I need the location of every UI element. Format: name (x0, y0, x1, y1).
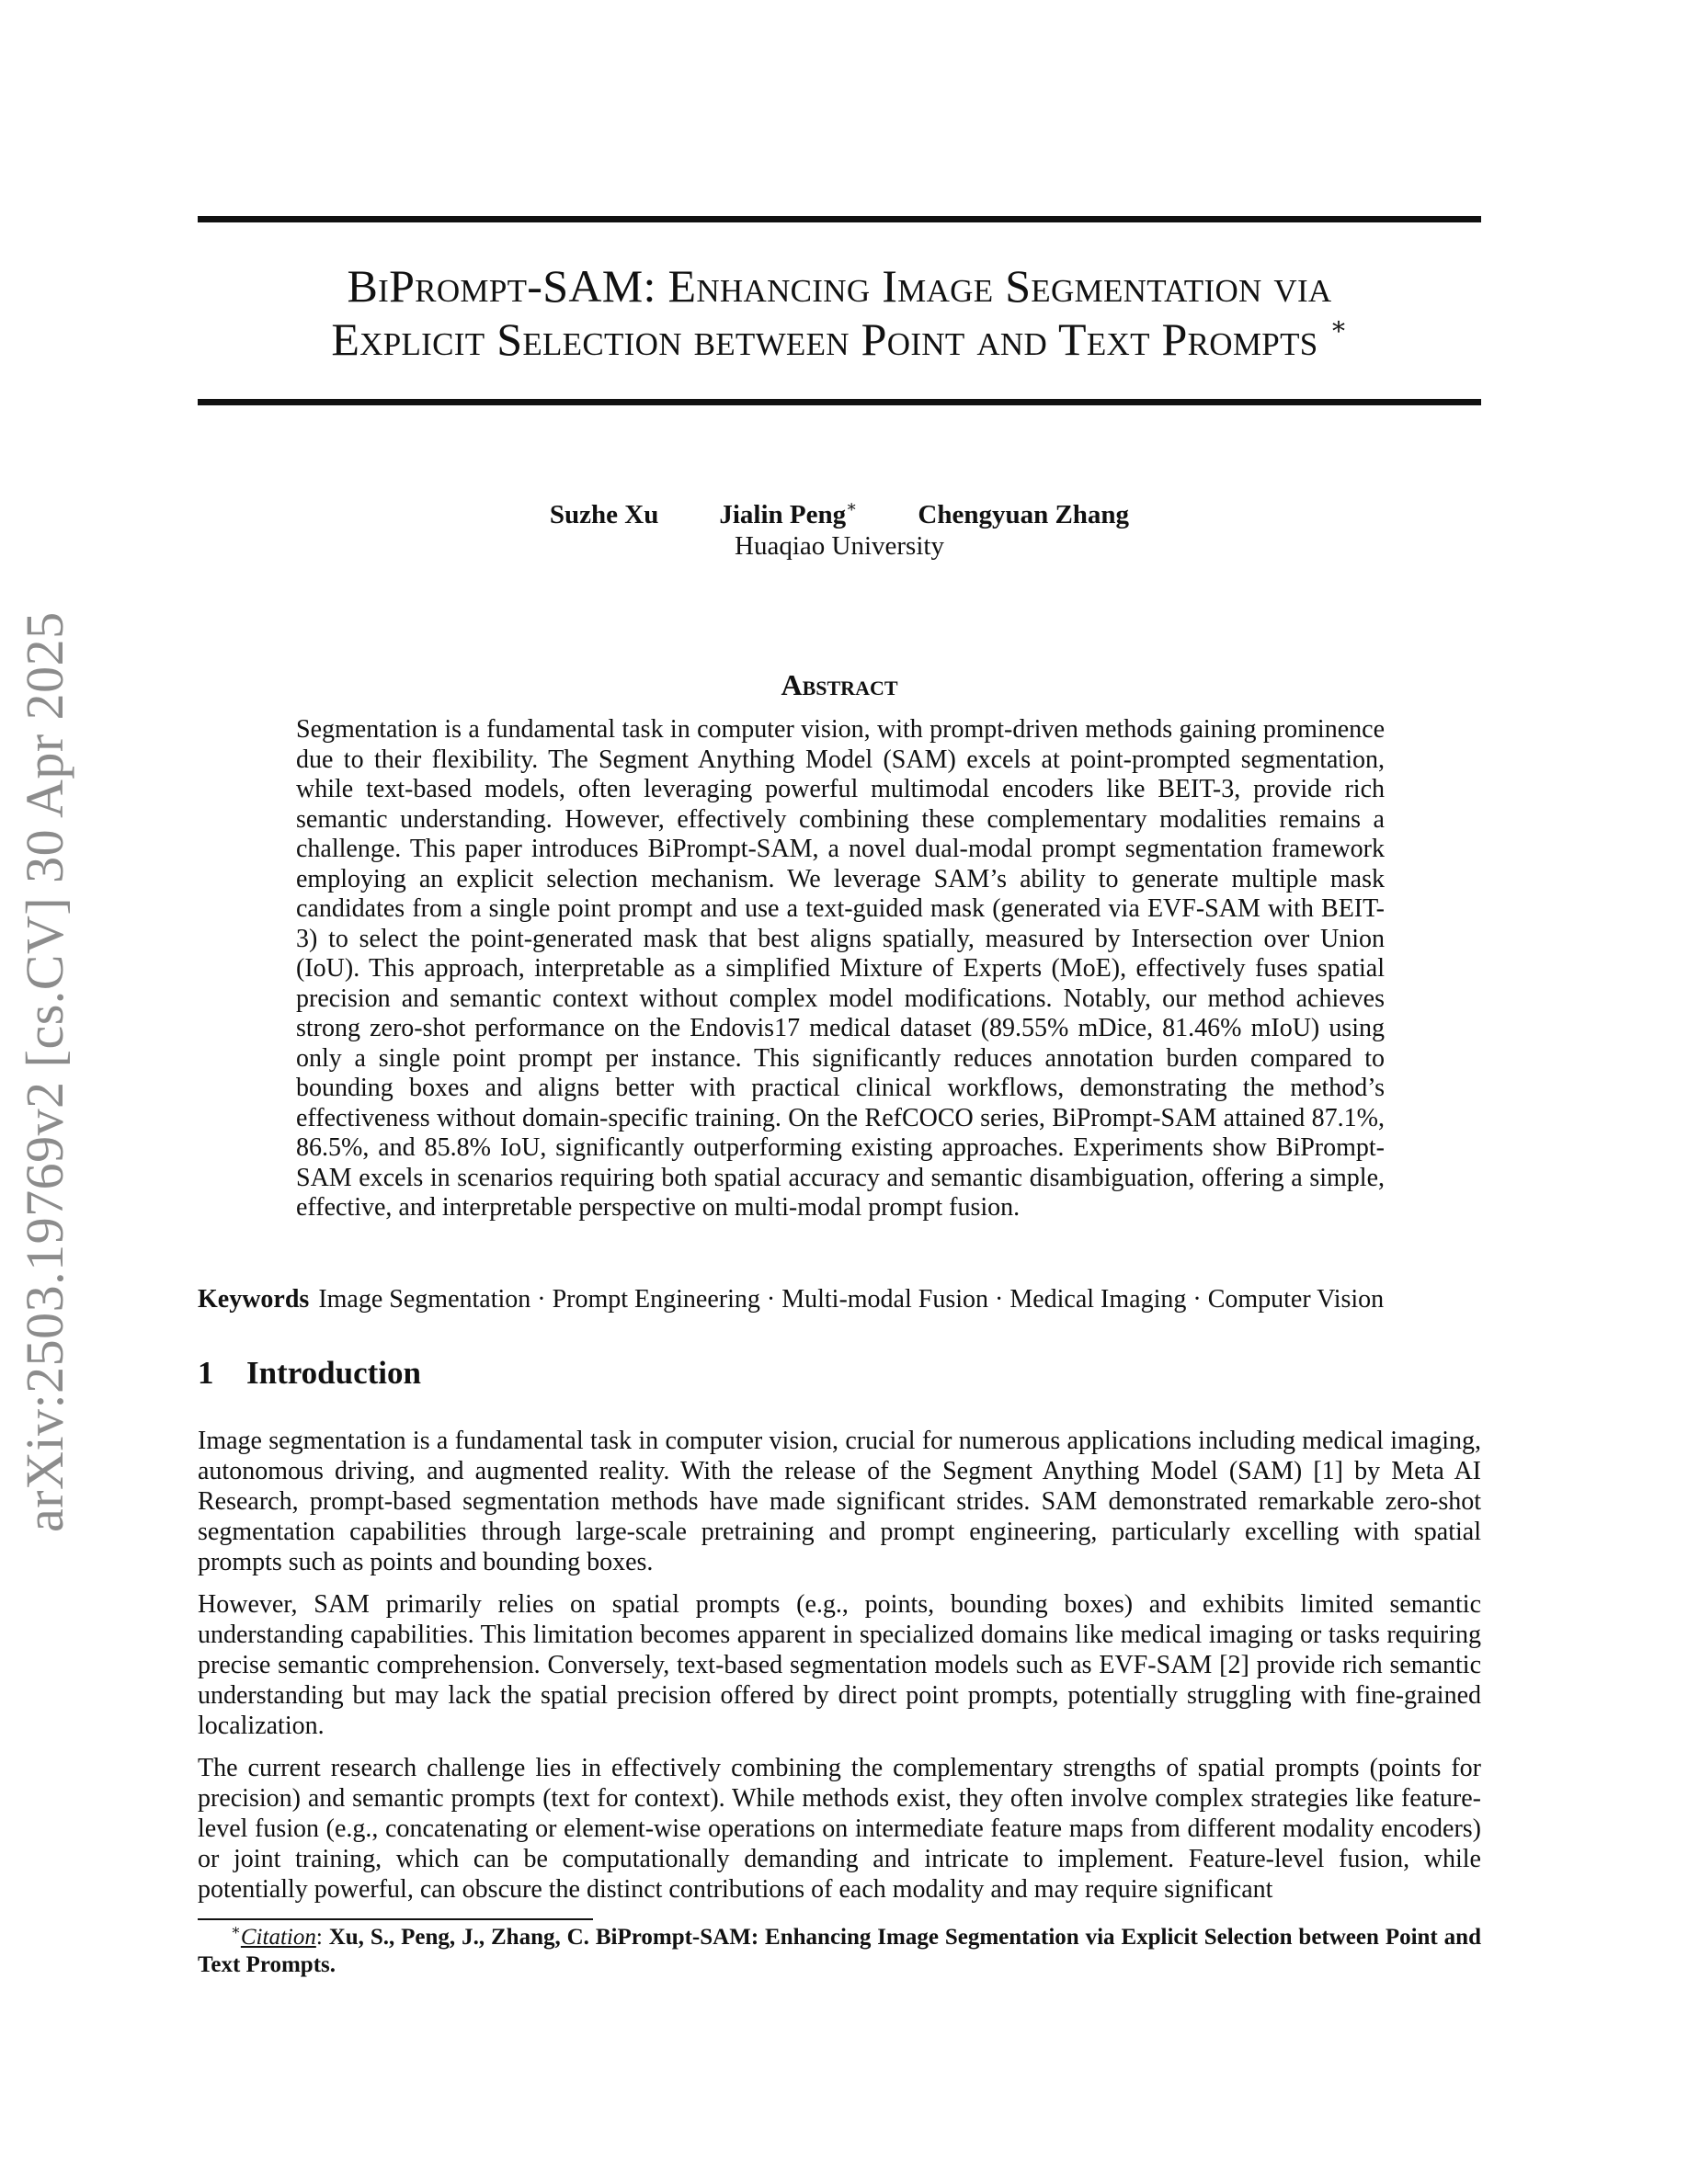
abstract-heading: Abstract (781, 668, 898, 701)
section-number: 1 (198, 1355, 214, 1391)
footnote-text: Xu, S., Peng, J., Zhang, C. BiPrompt-SAM: Enhancing Image Segmentation via Explicit Selection between Point and Text Prompts. (198, 1925, 1481, 1977)
title-part: : (643, 260, 668, 312)
author (550, 500, 658, 529)
title-footnote-mark: ∗ (1329, 313, 1348, 341)
keywords-label: Keywords (198, 1285, 310, 1314)
footnote-rule (198, 1918, 593, 1920)
citation-footnote (198, 1924, 1481, 1979)
title-line-2 (198, 313, 1481, 366)
author-mark: ∗ (846, 497, 858, 516)
section-heading (198, 1355, 1481, 1392)
title-rule-bottom (198, 399, 1481, 405)
keywords-text: Image Segmentation · Prompt Engineering · Multi-modal Fusion · Medical Imaging · Computer Vision (318, 1285, 1385, 1314)
abstract-text: Segmentation is a fundamental task in computer vision, with prompt-driven methods gaining prominence due to their flexibility. The Segment Anything Model (SAM) excels at point-prompted segmentation, while text-based models, often leveraging powerful multimodal encoders like BEIT-3, provide rich semantic understanding. However, effectively combining these complementary modalities remains a challenge. This paper introduces BiPrompt-SAM, a novel dual-modal prompt segmentation framework employing an explicit selection mechanism. We leverage SAM’s ability to generate multiple mask candidates from a single point prompt and use a text-guided mask (generated via EVF-SAM with BEIT-3) to select the point-generated mask that best aligns spatially, measured by Intersection over Union (IoU). This approach, interpretable as a simplified Mixture of Experts (MoE), effectively fuses spatial precision and semantic context without complex model modifications. Notably, our method achieves strong zero-shot performance on the Endovis17 medical dataset (89.55% mDice, 81.46% mIoU) using only a single point prompt per instance. This significantly reduces annotation burden compared to bounding boxes and aligns better with practical clinical workflows, demonstrating the method’s effectiveness without domain-specific training. On the RefCOCO series, BiPrompt-SAM attained 87.1%, 86.5%, and 85.8% IoU, significantly outperforming existing approaches. Experiments show BiPrompt-SAM excels in scenarios requiring both spatial accuracy and semantic disambiguation, offering a simple, effective, and interpretable perspective on multi-modal prompt fusion. (296, 715, 1385, 1222)
title-part: Enhancing Image Segmentation via (667, 260, 1332, 312)
title-line-1 (198, 259, 1481, 313)
footnote-label: Citation (240, 1925, 316, 1950)
paper-title (198, 259, 1481, 366)
author (918, 500, 1129, 529)
body-paragraph: However, SAM primarily relies on spatial prompts (e.g., points, bounding boxes) and exhibits limited semantic understanding capabilities. This limitation becomes apparent in specialized domains like medical imaging or tasks requiring precise semantic comprehension. Conversely, text-based segmentation models such as EVF-SAM [2] provide rich semantic understanding but may lack the spatial precision offered by direct point prompts, potentially struggling with fine-grained localization. (198, 1590, 1481, 1740)
section-title: Introduction (246, 1355, 421, 1391)
author (719, 497, 858, 529)
author-name: Chengyuan Zhang (918, 500, 1130, 529)
footnote-colon: : (315, 1925, 329, 1950)
keywords (198, 1284, 1481, 1315)
body-paragraph: Image segmentation is a fundamental task in computer vision, crucial for numerous applications including medical imaging, autonomous driving, and augmented reality. With the release of the Segment Anything Model (SAM) [1] by Meta AI Research, prompt-based segmentation methods have made significant strides. SAM demonstrated remarkable zero-shot segmentation capabilities through large-scale pretraining and prompt engineering, particularly excelling with spatial prompts such as points and bounding boxes. (198, 1427, 1481, 1576)
title-part: BiPrompt-SAM (347, 260, 644, 312)
title-part: Explicit Selection between Point and Text Prompts (331, 313, 1318, 365)
author-name: Suzhe Xu (549, 500, 659, 529)
footnote-mark: ∗ (231, 1923, 241, 1939)
author-name: Jialin Peng (719, 500, 847, 529)
title-rule-top (198, 216, 1481, 222)
arxiv-stamp: arXiv:2503.19769v2 [cs.CV] 30 Apr 2025 (15, 611, 74, 1532)
author-list (198, 497, 1481, 530)
affiliation: Huaqiao University (735, 531, 944, 561)
body-paragraph: The current research challenge lies in effectively combining the complementary strengths of spatial prompts (points for precision) and semantic prompts (text for context). While methods exist, they often involve complex strategies like feature-level fusion (e.g., concatenating or element-wise operations on intermediate feature maps from different modality encoders) or joint training, which can be computationally demanding and intricate to implement. Feature-level fusion, while potentially powerful, can obscure the distinct contributions of each modality and may require significant (198, 1754, 1481, 1904)
